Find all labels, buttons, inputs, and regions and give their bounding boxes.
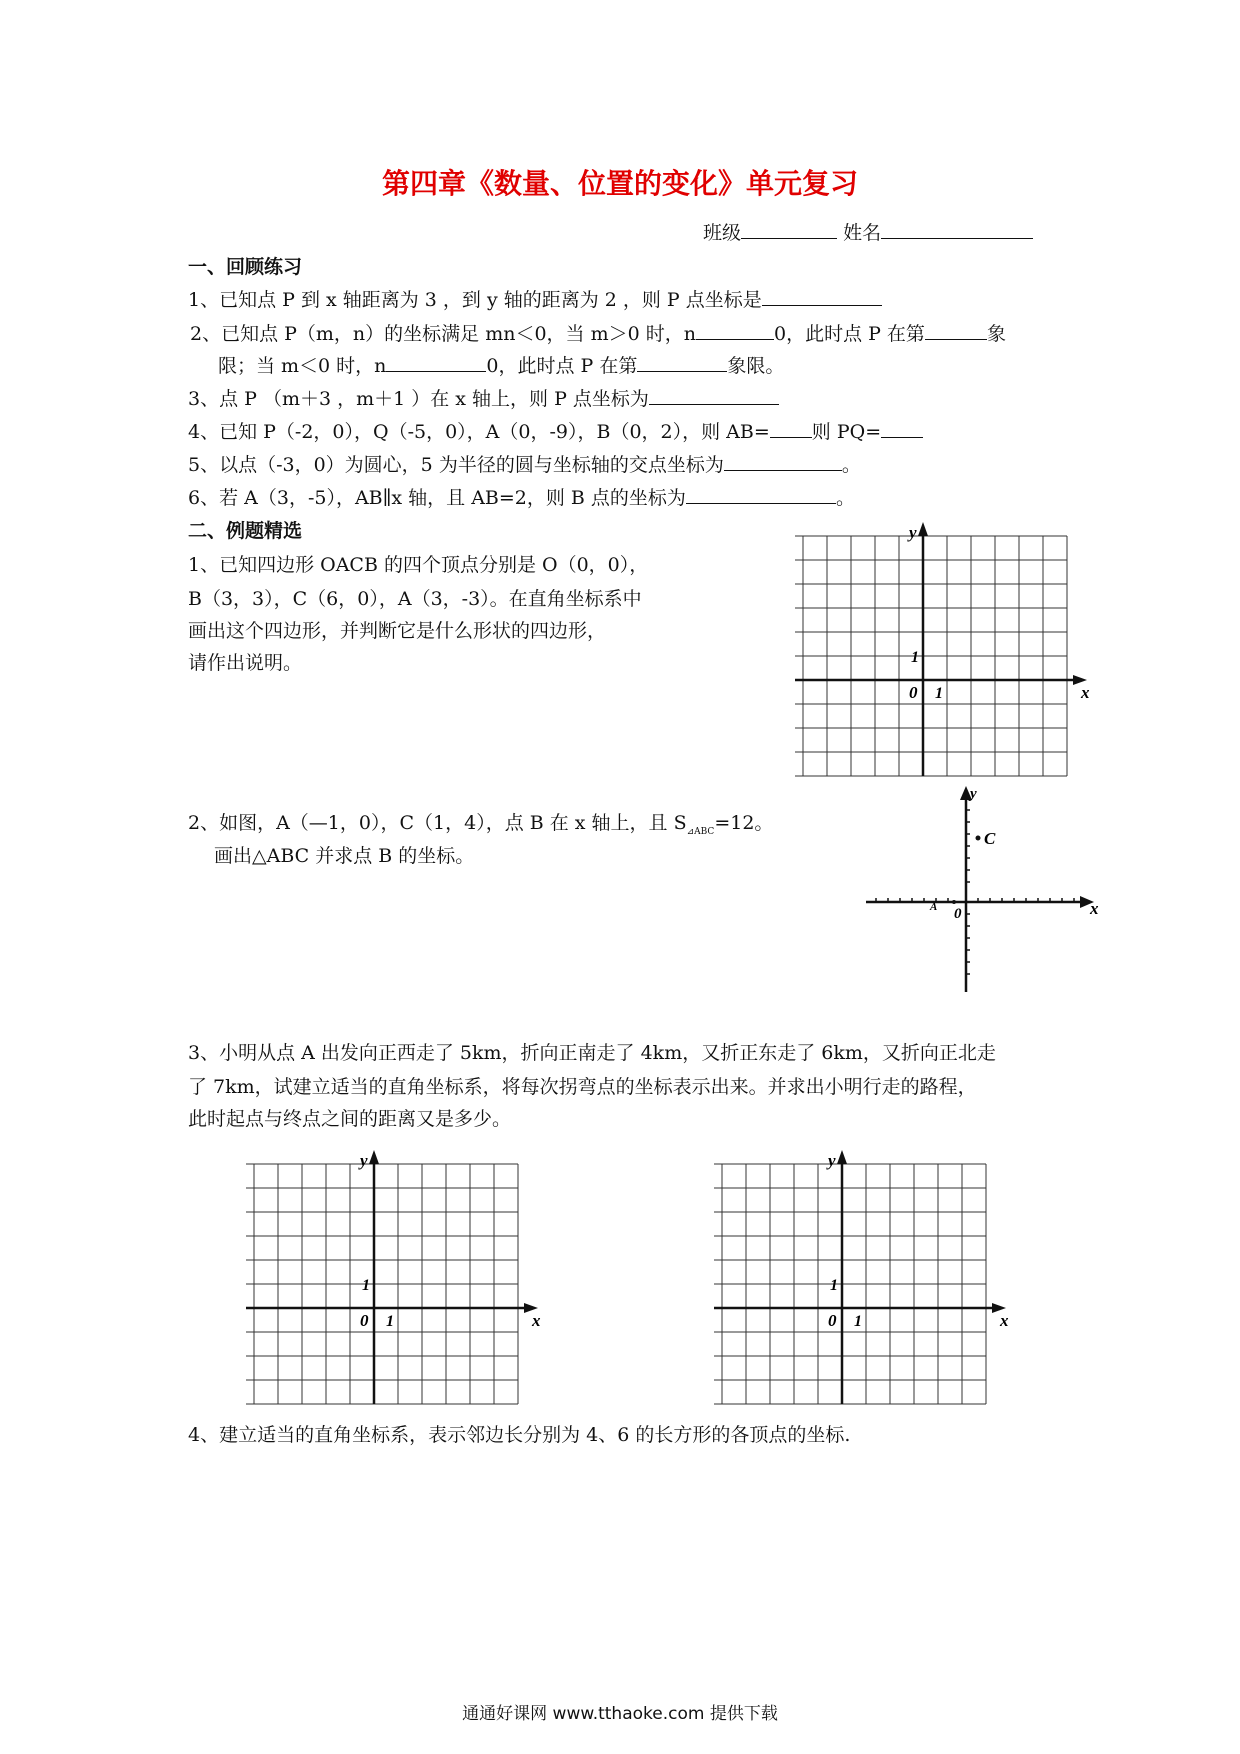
answer-blank[interactable] bbox=[696, 321, 774, 340]
name-field[interactable] bbox=[881, 220, 1033, 239]
answer-blank[interactable] bbox=[762, 287, 882, 306]
class-field[interactable] bbox=[741, 220, 837, 239]
figure-2-axes bbox=[866, 786, 1106, 994]
unit-x-label: 1 bbox=[854, 1313, 862, 1330]
point-a bbox=[952, 900, 956, 904]
question-2-line2: 限；当 m＜0 时，n 0，此时点 P 在第 象限。 bbox=[218, 355, 785, 377]
class-label: 班级 bbox=[703, 222, 742, 244]
x-axis-label: x bbox=[532, 1311, 541, 1330]
y-axis-label: y bbox=[828, 1151, 836, 1170]
unit-x-label: 1 bbox=[386, 1313, 394, 1330]
origin-label: 0 bbox=[360, 1311, 369, 1330]
example-3-line3: 此时起点与终点之间的距离又是多少。 bbox=[188, 1108, 512, 1130]
unit-x-label: 1 bbox=[935, 685, 943, 702]
student-info bbox=[703, 218, 1033, 245]
coordinate-grid-3 bbox=[712, 1150, 1009, 1414]
origin-label: 0 bbox=[828, 1311, 837, 1330]
example-1-line4: 请作出说明。 bbox=[188, 652, 303, 674]
question-5: 5、以点（-3，0）为圆心，5 为半径的圆与坐标轴的交点坐标为 。 bbox=[188, 454, 861, 476]
answer-blank[interactable] bbox=[881, 419, 923, 438]
answer-blank[interactable] bbox=[649, 386, 779, 405]
question-1: 1、已知点 P 到 x 轴距离为 3 ，到 y 轴的距离为 2 ，则 P 点坐标是 bbox=[188, 285, 882, 312]
page-title: 第四章《数量、位置的变化》单元复习 bbox=[381, 167, 858, 200]
unit-y-label: 1 bbox=[911, 649, 919, 666]
example-3-line1: 3、小明从点 A 出发向正西走了 5km，折向正南走了 4km，又折正东走了 6km，又折向正北走 bbox=[188, 1042, 996, 1064]
example-2-line1: 2、如图，A（—1，0），C（1，4），点 B 在 x 轴上，且 $S_{⊿ABC}=12$。 bbox=[188, 812, 774, 837]
question-2-line1: 2、已知点 P（m，n）的坐标满足 mn＜0，当 m＞0 时，n 0，此时点 P 在第 象 bbox=[190, 323, 1006, 345]
unit-y-label: 1 bbox=[830, 1277, 838, 1294]
y-axis-label: y bbox=[909, 523, 917, 542]
question-4: 4、已知 P（-2，0），Q（-5，0），A（0，-9），B（0，2），则 AB= 则 PQ= bbox=[188, 417, 923, 444]
answer-blank[interactable] bbox=[637, 353, 727, 372]
coordinate-grid-2 bbox=[244, 1150, 541, 1414]
y-axis-label: y bbox=[360, 1151, 368, 1170]
answer-blank[interactable] bbox=[724, 452, 842, 471]
answer-blank[interactable] bbox=[686, 485, 836, 504]
question-3: 3、点 P （m＋3 ，m＋1 ）在 x 轴上，则 P 点坐标为 bbox=[188, 384, 779, 411]
unit-y-label: 1 bbox=[362, 1277, 370, 1294]
point-c-label: C bbox=[984, 829, 996, 848]
x-axis-label: x bbox=[1000, 1311, 1009, 1330]
example-1-line3: 画出这个四边形，并判断它是什么形状的四边形， bbox=[188, 620, 607, 642]
answer-blank[interactable] bbox=[386, 353, 486, 372]
y-axis-label: y bbox=[970, 786, 977, 802]
answer-blank[interactable] bbox=[925, 321, 987, 340]
origin-label: 0 bbox=[909, 683, 918, 702]
example-3-line2: 了 7km，试建立适当的直角坐标系，将每次拐弯点的坐标表示出来。并求出小明行走的路程， bbox=[188, 1076, 977, 1098]
example-1-line1: 1、已知四边形 OACB 的四个顶点分别是 O（0，0）， bbox=[188, 554, 649, 576]
x-axis-label: x bbox=[1081, 683, 1090, 702]
answer-blank[interactable] bbox=[770, 419, 812, 438]
section-heading-review: 一、回顾练习 bbox=[188, 256, 303, 278]
x-axis-label: x bbox=[1090, 899, 1099, 918]
example-2-line2: 画出△ABC 并求点 B 的坐标。 bbox=[214, 845, 475, 867]
name-label: 姓名 bbox=[843, 222, 882, 244]
section-heading-examples: 二、例题精选 bbox=[188, 520, 303, 542]
question-6: 6、若 A（3，-5），AB∥x 轴，且 AB=2，则 B 点的坐标为 。 bbox=[188, 487, 855, 509]
example-1-line2: B（3，3），C（6，0），A（3，-3）。在直角坐标系中 bbox=[188, 588, 642, 610]
example-4: 4、建立适当的直角坐标系，表示邻边长分别为 4、6 的长方形的各顶点的坐标. bbox=[188, 1424, 851, 1446]
coordinate-grid-1 bbox=[793, 522, 1090, 786]
origin-label: 0 bbox=[954, 906, 962, 922]
footer: 通通好课网 www.tthaoke.com 提供下载 bbox=[462, 1704, 778, 1724]
point-c bbox=[976, 836, 981, 841]
point-a-label: A bbox=[930, 901, 938, 913]
